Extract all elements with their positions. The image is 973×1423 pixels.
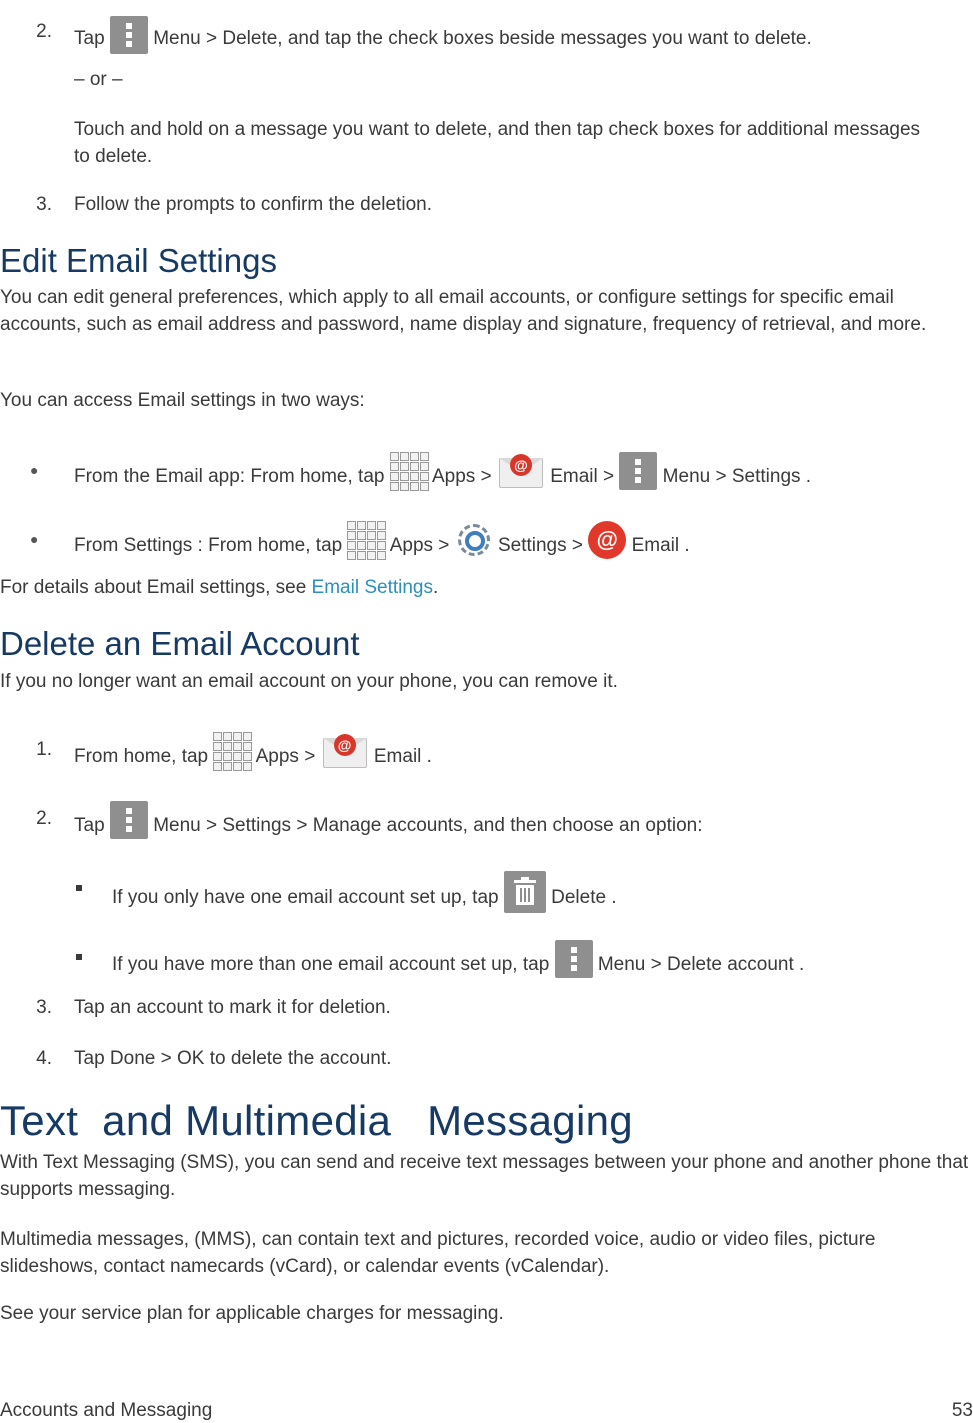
list-item: [74, 20, 812, 58]
sub-list-item: [112, 877, 617, 919]
or-separator: – or –: [74, 69, 123, 90]
chapter-heading: Text and Multimedia Messaging: [0, 1097, 633, 1144]
bullet-text: From Settings : From home, tap: [74, 535, 343, 557]
settings-icon: [455, 521, 493, 559]
bullet-text: Menu > Settings .: [662, 466, 812, 488]
sub-bullet-marker: [76, 885, 82, 891]
section-intro: If you no longer want an email account on your phone, you can remove it.: [0, 671, 618, 692]
section-intro: You can edit general preferences, which apply to all email accounts, or configure settings for specific email accounts, such as email address and password, name display and signature, frequency of retrieval, and more.: [0, 287, 927, 335]
alt-instruction: Touch and hold on a message you want to delete, and then tap check boxes for additional messages to delete.: [74, 119, 921, 167]
list-item: [74, 738, 432, 776]
list-item: Follow the prompts to confirm the deletion.: [74, 194, 433, 215]
step-text: Tap: [74, 28, 105, 50]
messaging-paragraph: See your service plan for applicable charges for messaging.: [0, 1303, 504, 1324]
menu-icon: [619, 452, 657, 490]
list-number: 3.: [36, 997, 52, 1018]
apps-icon: [347, 521, 385, 559]
bullet-marker: ●: [30, 531, 39, 547]
menu-icon: [110, 16, 148, 54]
list-item: Tap an account to mark it for deletion.: [74, 997, 391, 1018]
bullet-text: Apps >: [389, 535, 450, 557]
bullet-marker: ●: [30, 462, 39, 478]
bullet-text: Email .: [631, 535, 690, 557]
messaging-paragraph: With Text Messaging (SMS), you can send and receive text messages between your phone and another phone that supports messaging.: [0, 1152, 969, 1200]
step-text: Email .: [373, 746, 432, 768]
details-text: For details about Email settings, see: [0, 577, 312, 598]
bullet-text: From the Email app: From home, tap: [74, 466, 385, 488]
step-text: From home, tap: [74, 746, 209, 768]
sub-item-text: Delete .: [551, 887, 617, 909]
section-heading: Edit Email Settings: [0, 242, 277, 279]
trash-icon: [504, 871, 546, 913]
bullet-text: Settings >: [497, 535, 583, 557]
list-number: 2.: [36, 808, 52, 829]
email-icon: @: [588, 521, 626, 559]
bullet-text: Apps >: [431, 466, 492, 488]
list-item: Tap Done > OK to delete the account.: [74, 1048, 392, 1069]
sub-item-text: If you only have one email account set up, tap: [112, 887, 499, 909]
list-item: [74, 807, 702, 845]
email-icon: @: [321, 732, 369, 770]
footer-section: Accounts and Messaging: [0, 1400, 213, 1421]
sub-item-text: Menu > Delete account .: [597, 954, 805, 976]
step-text: Apps >: [255, 746, 316, 768]
list-number: 2.: [36, 21, 52, 42]
apps-icon: [213, 732, 251, 770]
details-line: [0, 576, 438, 600]
menu-icon: [555, 940, 593, 978]
access-text: You can access Email settings in two ways:: [0, 390, 365, 411]
step-text: Menu > Settings > Manage accounts, and then choose an option:: [153, 815, 703, 837]
list-number: 4.: [36, 1048, 52, 1069]
apps-icon: [390, 452, 428, 490]
step-text: Tap: [74, 815, 105, 837]
sub-list-item: [112, 946, 804, 984]
sub-item-text: If you have more than one email account set up, tap: [112, 954, 550, 976]
section-heading: Delete an Email Account: [0, 625, 360, 662]
details-text: .: [433, 577, 439, 598]
bullet-item: [74, 458, 811, 496]
email-icon: @: [497, 452, 545, 490]
menu-icon: [110, 801, 148, 839]
sub-bullet-marker: [76, 954, 82, 960]
email-settings-link[interactable]: Email Settings: [311, 577, 433, 598]
list-number: 3.: [36, 194, 52, 215]
step-text: Menu > Delete, and tap the check boxes beside messages you want to delete.: [153, 28, 812, 50]
messaging-paragraph: Multimedia messages, (MMS), can contain text and pictures, recorded voice, audio or video files, picture slideshows, contact namecards (vCard), or calendar events (vCalendar).: [0, 1229, 876, 1277]
list-number: 1.: [36, 739, 52, 760]
bullet-item: [74, 527, 690, 565]
page-number: 53: [951, 1400, 973, 1421]
bullet-text: Email >: [550, 466, 615, 488]
